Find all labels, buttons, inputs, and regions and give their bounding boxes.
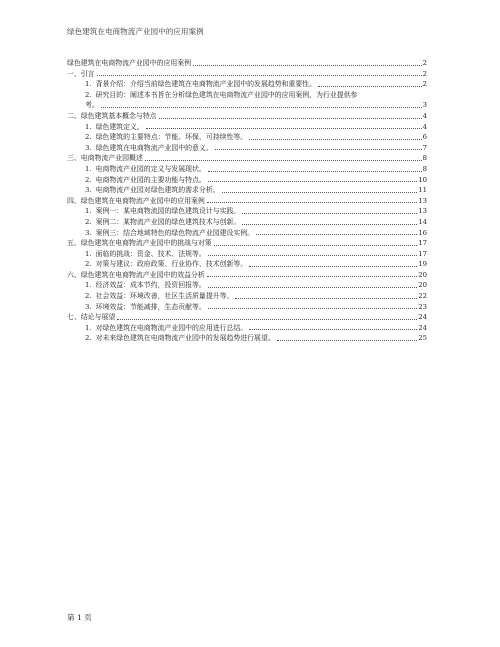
toc-dot-leader xyxy=(207,202,417,203)
toc-entry-label: 经济效益：成本节约，投资回报等。 xyxy=(95,281,206,290)
toc-entry[interactable] xyxy=(67,291,427,302)
toc-entry-number: 3. xyxy=(85,302,92,311)
toc-entry-label: 一、引言 xyxy=(67,69,95,78)
toc-entry-label: 三、电商物流产业园概述 xyxy=(67,154,143,163)
toc-entry-page: 8 xyxy=(422,154,427,163)
toc-dot-leader xyxy=(208,287,417,288)
toc-entry-label: 案例一：某电商物流园的绿色建筑设计与实践。 xyxy=(95,207,241,216)
toc-entry[interactable] xyxy=(67,153,427,164)
table-of-contents xyxy=(67,58,427,344)
toc-entry-label: 绿色建筑定义。 xyxy=(95,122,144,131)
toc-entry-label: 研究目的：阐述本书旨在分析绿色建筑在电商物流产业园中的应用案例，为行业提供参 xyxy=(95,90,358,99)
toc-dot-leader xyxy=(208,255,417,256)
toc-entry-label: 对未来绿色建筑在电商物流产业园中的发展趋势进行展望。 xyxy=(95,334,275,343)
toc-dot-leader xyxy=(101,107,422,108)
toc-dot-leader xyxy=(208,181,417,182)
toc-entry[interactable] xyxy=(67,90,427,101)
toc-dot-leader xyxy=(249,139,421,140)
toc-entry-page: 24 xyxy=(418,323,427,332)
toc-entry[interactable] xyxy=(67,249,427,260)
toc-entry[interactable] xyxy=(67,280,427,291)
toc-entry[interactable] xyxy=(67,69,427,80)
toc-entry-number: 2. xyxy=(85,334,92,343)
toc-entry-label-continued: 考。 xyxy=(85,101,99,110)
toc-entry-page: 22 xyxy=(418,292,427,301)
toc-dot-leader xyxy=(249,266,417,267)
toc-entry-page: 2 xyxy=(422,69,427,78)
toc-dot-leader xyxy=(249,329,417,330)
toc-dot-leader xyxy=(208,171,422,172)
toc-entry-label: 七、结论与展望 xyxy=(67,313,116,322)
toc-entry[interactable] xyxy=(67,270,427,281)
toc-entry-page: 8 xyxy=(422,164,427,173)
toc-dot-leader xyxy=(207,276,417,277)
page-footer: 第 1 页 xyxy=(67,613,92,622)
toc-entry-number: 1. xyxy=(85,249,92,258)
page-header: 绿色建筑在电商物流产业园中的应用案例 xyxy=(67,27,204,36)
toc-entry-number: 1. xyxy=(85,164,92,173)
toc-entry[interactable] xyxy=(67,217,427,228)
toc-entry-number: 1. xyxy=(85,80,92,89)
toc-entry[interactable] xyxy=(67,175,427,186)
toc-dot-leader xyxy=(214,245,418,246)
toc-entry-page: 7 xyxy=(422,143,427,152)
toc-entry-page: 23 xyxy=(418,302,427,311)
toc-entry-label: 绿色建筑在电商物流产业园中的意义。 xyxy=(95,143,213,152)
toc-entry[interactable] xyxy=(67,132,427,143)
toc-entry[interactable] xyxy=(67,185,427,196)
toc-entry[interactable] xyxy=(67,333,427,344)
toc-entry-page: 19 xyxy=(418,260,427,269)
toc-entry-label: 绿色建筑在电商物流产业园中的应用案例 xyxy=(67,59,192,67)
toc-dot-leader xyxy=(235,298,417,299)
toc-dot-leader xyxy=(208,308,417,309)
toc-entry[interactable] xyxy=(67,312,427,323)
toc-entry[interactable] xyxy=(67,79,427,90)
toc-entry-page: 17 xyxy=(418,239,427,248)
toc-entry[interactable] xyxy=(67,302,427,313)
toc-entry-label: 环境效益：节能减排，生态贡献等。 xyxy=(95,302,206,311)
toc-entry-label: 案例二：某物流产业园的绿色建筑技术与创新。 xyxy=(95,217,241,226)
toc-entry[interactable] xyxy=(67,259,427,270)
toc-entry[interactable] xyxy=(67,122,427,133)
toc-entry-number: 2. xyxy=(85,217,92,226)
toc-entry-number: 1. xyxy=(85,323,92,332)
toc-entry-number: 1. xyxy=(85,122,92,131)
toc-entry-page: 20 xyxy=(418,270,427,279)
toc-entry[interactable] xyxy=(67,206,427,217)
toc-dot-leader xyxy=(277,340,417,341)
toc-entry-number: 3. xyxy=(85,228,92,237)
toc-dot-leader xyxy=(146,128,422,129)
toc-dot-leader xyxy=(256,234,417,235)
toc-dot-leader xyxy=(222,192,418,193)
toc-entry-number: 2. xyxy=(85,260,92,269)
toc-entry-label: 对策与建议：政府政策、行业协作、技术创新等。 xyxy=(95,260,248,269)
toc-entry-page: 13 xyxy=(418,207,427,216)
toc-entry[interactable] xyxy=(67,164,427,175)
toc-entry-label: 社会效益：环境改善，社区生活质量提升等。 xyxy=(95,292,234,301)
toc-entry-label: 面临的挑战：资金、技术、法规等。 xyxy=(95,249,206,258)
toc-dot-leader xyxy=(318,86,422,87)
toc-entry-page: 11 xyxy=(418,186,427,195)
toc-dot-leader xyxy=(242,224,417,225)
toc-entry-page: 24 xyxy=(418,313,427,322)
toc-entry-page: 10 xyxy=(418,175,427,184)
toc-entry-label: 六、绿色建筑在电商物流产业园中的效益分析 xyxy=(67,270,205,279)
toc-entry[interactable] xyxy=(67,228,427,239)
toc-entry[interactable] xyxy=(67,58,427,69)
toc-entry-number: 1. xyxy=(85,281,92,290)
toc-entry-page: 2 xyxy=(422,80,427,89)
toc-entry[interactable] xyxy=(67,143,427,154)
toc-entry[interactable] xyxy=(67,238,427,249)
toc-entry-page: 4 xyxy=(422,122,427,131)
toc-entry-page: 17 xyxy=(418,249,427,258)
toc-entry-number: 2. xyxy=(85,133,92,142)
toc-entry-number: 2. xyxy=(85,292,92,301)
toc-entry-page: 14 xyxy=(418,217,427,226)
toc-entry-number: 2. xyxy=(85,90,92,99)
toc-dot-leader xyxy=(242,213,417,214)
toc-entry-page: 4 xyxy=(422,111,427,120)
toc-entry-label: 二、绿色建筑基本概念与特点 xyxy=(67,111,157,120)
toc-entry[interactable] xyxy=(67,111,427,122)
toc-entry-page: 13 xyxy=(418,196,427,205)
toc-entry-label: 四、绿色建筑在电商物流产业园中的应用案例 xyxy=(67,196,205,205)
toc-entry-page: 3 xyxy=(422,101,427,110)
toc-dot-leader xyxy=(117,319,417,320)
toc-entry[interactable] xyxy=(67,196,427,207)
toc-entry-label: 绿色建筑的主要特点：节能、环保、可持续性等。 xyxy=(95,133,248,142)
toc-entry-label: 对绿色建筑在电商物流产业园中的应用进行总结。 xyxy=(95,323,248,332)
toc-entry-label: 背景介绍：介绍当前绿色建筑在电商物流产业园中的发展趋势和重要性。 xyxy=(95,80,317,89)
toc-dot-leader xyxy=(145,160,422,161)
toc-entry-label: 电商物流产业园的主要功能与特点。 xyxy=(95,175,206,184)
toc-entry-page: 2 xyxy=(422,59,427,67)
toc-entry-number: 2. xyxy=(85,175,92,184)
toc-entry-label: 案例三：结合地域特色的绿色物流产业园建设实例。 xyxy=(95,228,255,237)
toc-entry-number: 1. xyxy=(85,207,92,216)
toc-entry[interactable] xyxy=(67,323,427,334)
toc-entry-label: 电商物流产业园对绿色建筑的需求分析。 xyxy=(95,186,220,195)
toc-dot-leader xyxy=(97,75,422,76)
toc-entry-page: 20 xyxy=(418,281,427,290)
toc-entry-label: 五、绿色建筑在电商物流产业园中的挑战与对策 xyxy=(67,239,212,248)
toc-dot-leader xyxy=(159,118,422,119)
toc-entry-number: 3. xyxy=(85,186,92,195)
toc-entry-label: 电商物流产业园的定义与发展现状。 xyxy=(95,164,206,173)
toc-entry-page: 16 xyxy=(418,228,427,237)
toc-entry-number: 3. xyxy=(85,143,92,152)
toc-dot-leader xyxy=(215,149,422,150)
toc-entry[interactable] xyxy=(67,100,427,111)
toc-entry-page: 25 xyxy=(418,334,427,343)
toc-dot-leader xyxy=(193,65,422,66)
toc-entry-page: 6 xyxy=(422,133,427,142)
